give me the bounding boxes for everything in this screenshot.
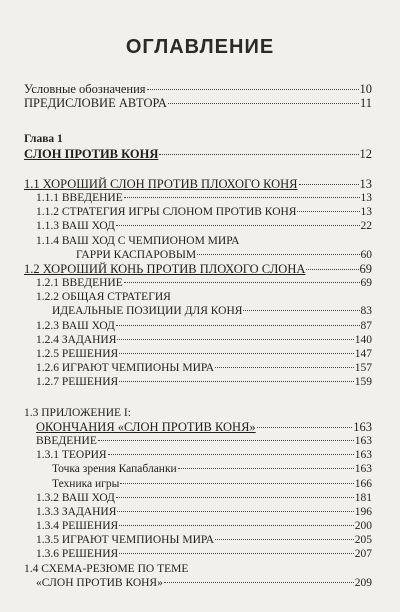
- toc-entry-label: 1.3.4 РЕШЕНИЯ: [36, 520, 119, 533]
- toc-entry: [24, 304, 372, 318]
- toc-entry-label: 1.3.5 ИГРАЮТ ЧЕМПИОНЫ МИРА: [36, 534, 215, 547]
- leader-dots: [215, 539, 354, 540]
- leader-dots: [108, 454, 354, 455]
- leader-dots: [98, 440, 354, 441]
- toc-entry: [24, 477, 372, 491]
- toc-entry-page: 159: [354, 376, 372, 389]
- leader-dots: [116, 225, 360, 226]
- toc-entry-label: «СЛОН ПРОТИВ КОНЯ»: [36, 576, 163, 589]
- toc-entry-page: 205: [354, 534, 372, 547]
- toc-section-line: 1.3 ПРИЛОЖЕНИЕ I:: [24, 406, 131, 419]
- toc-entry-page: 22: [360, 220, 372, 233]
- leader-dots: [159, 154, 358, 155]
- leader-dots: [164, 582, 354, 583]
- leader-dots: [124, 282, 360, 283]
- leader-dots: [116, 497, 354, 498]
- toc-entry-page: 181: [354, 491, 372, 504]
- chapter-title-entry: [24, 147, 372, 161]
- toc-entry: [24, 248, 372, 262]
- leader-dots: [178, 468, 354, 469]
- leader-dots: [215, 367, 354, 368]
- leader-dots: [243, 310, 359, 311]
- leader-dots: [119, 353, 354, 354]
- toc-entry-page: 207: [354, 548, 372, 561]
- toc-entry: [24, 505, 372, 519]
- chapter-number: Глава 1: [24, 133, 63, 146]
- table-of-contents: [24, 82, 372, 590]
- toc-entry-label: 1.1.1 ВВЕДЕНИЕ: [36, 191, 123, 204]
- toc-entry-page: 157: [354, 362, 372, 375]
- toc-entry-label: Техника игры: [52, 477, 120, 490]
- toc-entry-page: 140: [354, 333, 372, 346]
- toc-entry-page: 13: [360, 206, 372, 219]
- toc-entry-label: Точка зрения Капабланки: [52, 463, 177, 476]
- toc-entry: [24, 448, 372, 462]
- leader-dots: [168, 103, 359, 104]
- toc-section: [24, 177, 372, 191]
- toc-entry: [24, 205, 372, 219]
- leader-dots: [124, 197, 360, 198]
- toc-section: [24, 262, 372, 276]
- toc-entry-line: 1.1.4 ВАШ ХОД С ЧЕМПИОНОМ МИРА: [36, 234, 240, 247]
- toc-entry-page: 200: [354, 520, 372, 533]
- toc-entry-page: 87: [360, 319, 372, 332]
- toc-entry: [24, 491, 372, 505]
- toc-entry-page: 11: [359, 96, 372, 111]
- toc-entry-label: ПРЕДИСЛОВИЕ АВТОРА: [24, 96, 167, 111]
- leader-dots: [117, 339, 353, 340]
- toc-entry-label: 1.1.2 СТРАТЕГИЯ ИГРЫ СЛОНОМ ПРОТИВ КОНЯ: [36, 206, 297, 219]
- toc-entry-page: 69: [359, 261, 372, 276]
- leader-dots: [119, 553, 354, 554]
- leader-dots: [116, 325, 360, 326]
- leader-dots: [120, 483, 353, 484]
- toc-entry: [24, 547, 372, 561]
- toc-entry: [24, 219, 372, 233]
- toc-entry-label: 1.2.1 ВВЕДЕНИЕ: [36, 277, 123, 290]
- toc-section-label: 1.1 ХОРОШИЙ СЛОН ПРОТИВ ПЛОХОГО КОНЯ: [24, 176, 298, 191]
- toc-entry-page: 209: [354, 576, 372, 589]
- toc-entry-page: 163: [354, 449, 372, 462]
- toc-section-line: 1.4 СХЕМА-РЕЗЮМЕ ПО ТЕМЕ: [24, 562, 189, 575]
- toc-entry-label: Условные обозначения: [24, 82, 146, 96]
- toc-entry-label: 1.3.6 РЕШЕНИЯ: [36, 548, 119, 561]
- toc-entry-page: 163: [354, 463, 372, 476]
- leader-dots: [299, 184, 359, 185]
- toc-entry-label: ГАРРИ КАСПАРОВЫМ: [76, 248, 197, 261]
- leader-dots: [119, 381, 354, 382]
- toc-entry: [24, 347, 372, 361]
- toc-entry: [24, 96, 372, 110]
- toc-entry-page: 166: [354, 477, 372, 490]
- toc-entry-label: 1.3.1 ТЕОРИЯ: [36, 449, 107, 462]
- toc-entry: [24, 191, 372, 205]
- toc-entry: [24, 82, 372, 96]
- toc-entry-page: 147: [354, 348, 372, 360]
- leader-dots: [257, 427, 353, 428]
- toc-entry: [24, 361, 372, 375]
- toc-entry: [24, 576, 372, 590]
- toc-entry: [24, 434, 372, 448]
- leader-dots: [147, 89, 359, 90]
- toc-entry-page: 13: [360, 191, 372, 204]
- toc-entry: [24, 276, 372, 290]
- leader-dots: [117, 511, 353, 512]
- toc-entry-label: ВВЕДЕНИЕ: [36, 434, 97, 447]
- toc-entry: [24, 333, 372, 347]
- toc-section-label: 1.2 ХОРОШИЙ КОНЬ ПРОТИВ ПЛОХОГО СЛОНА: [24, 261, 306, 276]
- toc-entry-page: 163: [354, 434, 372, 447]
- toc-entry-page: 163: [353, 419, 372, 434]
- toc-entry-label: ИДЕАЛЬНЫЕ ПОЗИЦИИ ДЛЯ КОНЯ: [52, 305, 243, 318]
- toc-entry: [24, 319, 372, 333]
- toc-entry: [24, 462, 372, 476]
- toc-entry-label: 1.2.6 ИГРАЮТ ЧЕМПИОНЫ МИРА: [36, 362, 215, 375]
- leader-dots: [119, 525, 354, 526]
- toc-entry-page: 83: [360, 305, 372, 318]
- toc-entry: [24, 533, 372, 547]
- chapter-title: СЛОН ПРОТИВ КОНЯ: [24, 146, 159, 161]
- page-title: ОГЛАВЛЕНИЕ: [125, 36, 275, 58]
- toc-entry-page: 60: [360, 248, 372, 261]
- toc-entry-page: 196: [354, 505, 372, 518]
- toc-entry-label: 1.2.7 РЕШЕНИЯ: [36, 376, 119, 389]
- toc-entry-label: 1.1.3 ВАШ ХОД: [36, 220, 115, 233]
- toc-entry-page: 10: [359, 82, 372, 96]
- toc-entry-label: 1.3.3 ЗАДАНИЯ: [36, 505, 117, 518]
- leader-dots: [197, 254, 359, 255]
- toc-entry-page: 13: [359, 176, 372, 191]
- toc-entry-page: 69: [360, 277, 372, 290]
- toc-entry: [24, 519, 372, 533]
- toc-entry-label: 1.3.2 ВАШ ХОД: [36, 491, 115, 504]
- toc-entry-label: 1.2.4 ЗАДАНИЯ: [36, 333, 117, 346]
- toc-section-label: ОКОНЧАНИЯ «СЛОН ПРОТИВ КОНЯ»: [36, 419, 256, 434]
- toc-entry-page: 12: [359, 146, 372, 161]
- toc-entry-label: 1.2.5 РЕШЕНИЯ: [36, 348, 119, 360]
- leader-dots: [297, 211, 359, 212]
- toc-section: [24, 420, 372, 434]
- toc-entry: [24, 375, 372, 389]
- leader-dots: [306, 269, 358, 270]
- toc-entry-line: 1.2.2 ОБЩАЯ СТРАТЕГИЯ: [36, 291, 171, 304]
- toc-entry-label: 1.2.3 ВАШ ХОД: [36, 319, 115, 332]
